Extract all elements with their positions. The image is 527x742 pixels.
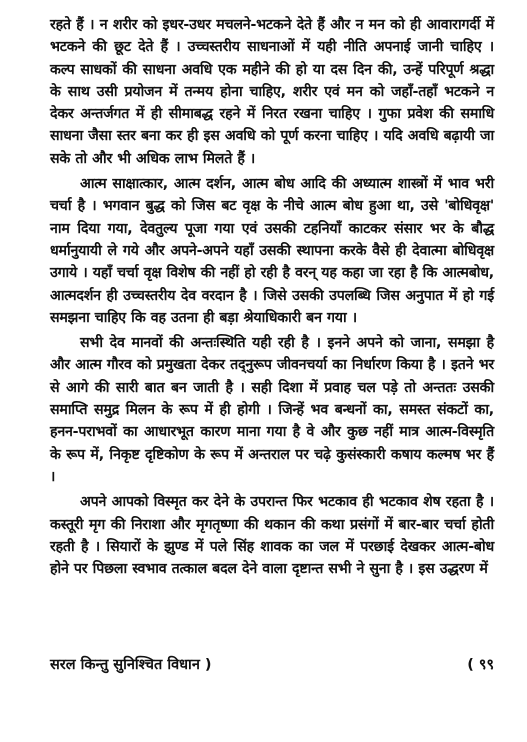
paragraph-3: सभी देव मानवों की अन्तःस्थिति यही रही है । इनने अपने को जाना, समझा है और आत्म गौरव को प्रमुखता देकर तद्नुरूप जीवनचर्या का निर्धारण किया है । इतने भर से आगे की सारी बात बन जाती है । सही दिशा में प्रवाह चल पड़े तो अन्ततः उसकी समाप्ति समुद्र मिलन के रूप में ही होगी । जिन्हें भव बन्धनों का, समस्त संकटों का, हनन-पराभवों का आधारभूत कारण माना गया है वे और कुछ नहीं मात्र आत्म-विस्मृति के रूप में, निकृष्ट दृष्टिकोण के रूप में अन्तराल पर चढ़े कुसंस्कारी कषाय कल्मष भर हैं । bbox=[50, 335, 494, 485]
paragraph-2: आत्म साक्षात्कार, आत्म दर्शन, आत्म बोध आदि की अध्यात्म शास्त्रों में भाव भरी चर्चा है । भगवान बुद्ध को जिस बट वृक्ष के नीचे आत्म बोध हुआ था, उसे 'बोधिवृक्ष' नाम दिया गया, देवतुल्य पूजा गया एवं उसकी टहनियाँ काटकर संसार भर के बौद्ध धर्मानुयायी ले गये और अपने-अपने यहाँ उसकी स्थापना करके वैसे ही देवात्मा बोधिवृक्ष उगाये । यहाँ चर्चा वृक्ष विशेष की नहीं हो रही है वरन् यह कहा जा रहा है कि आत्मबोध, आत्मदर्शन ही उच्चस्तरीय देव वरदान है । जिसे उसकी उपलब्धि जिस अनुपात में हो गई समझना चाहिए कि वह उतना ही बड़ा श्रेयाधिकारी बन गया । bbox=[50, 176, 494, 326]
body-text bbox=[50, 14, 494, 583]
page-number: ( ९९ bbox=[467, 657, 494, 673]
footer-title: सरल किन्तु सुनिश्चित विधान ) bbox=[50, 657, 212, 673]
page-footer bbox=[50, 654, 494, 676]
paragraph-1: रहते हैं । न शरीर को इधर-उधर मचलने-भटकने देते हैं और न मन को ही आवारागर्दी में भटकने की छूट देते हैं । उच्चस्तरीय साधनाओं में यही नीति अपनाई जानी चाहिए । कल्प साधकों की साधना अवधि एक महीने की हो या दस दिन की, उन्हें परिपूर्ण श्रद्धा के साथ उसी प्रयोजन में तन्मय होना चाहिए, शरीर एवं मन को जहाँ-तहाँ भटकने न देकर अन्तर्जगत में ही सीमाबद्ध रहने में निरत रखना चाहिए । गुफा प्रवेश की समाधि साधना जैसा स्तर बना कर ही इस अवधि को पूर्ण करना चाहिए । यदि अवधि बढ़ायी जा सके तो और भी अधिक लाभ मिलते हैं । bbox=[50, 17, 494, 167]
paragraph-4: अपने आपको विस्मृत कर देने के उपरान्त फिर भटकाव ही भटकाव शेष रहता है । कस्तूरी मृग की निराशा और मृगतृष्णा की थकान की कथा प्रसंगों में बार-बार चर्चा होती रहती है । सियारों के झुण्ड में पले सिंह शावक का जल में परछाई देखकर आत्म-बोध होने पर पिछला स्वभाव तत्काल बदल देने वाला दृष्टान्त सभी ने सुना है । इस उद्धरण में bbox=[50, 494, 494, 578]
